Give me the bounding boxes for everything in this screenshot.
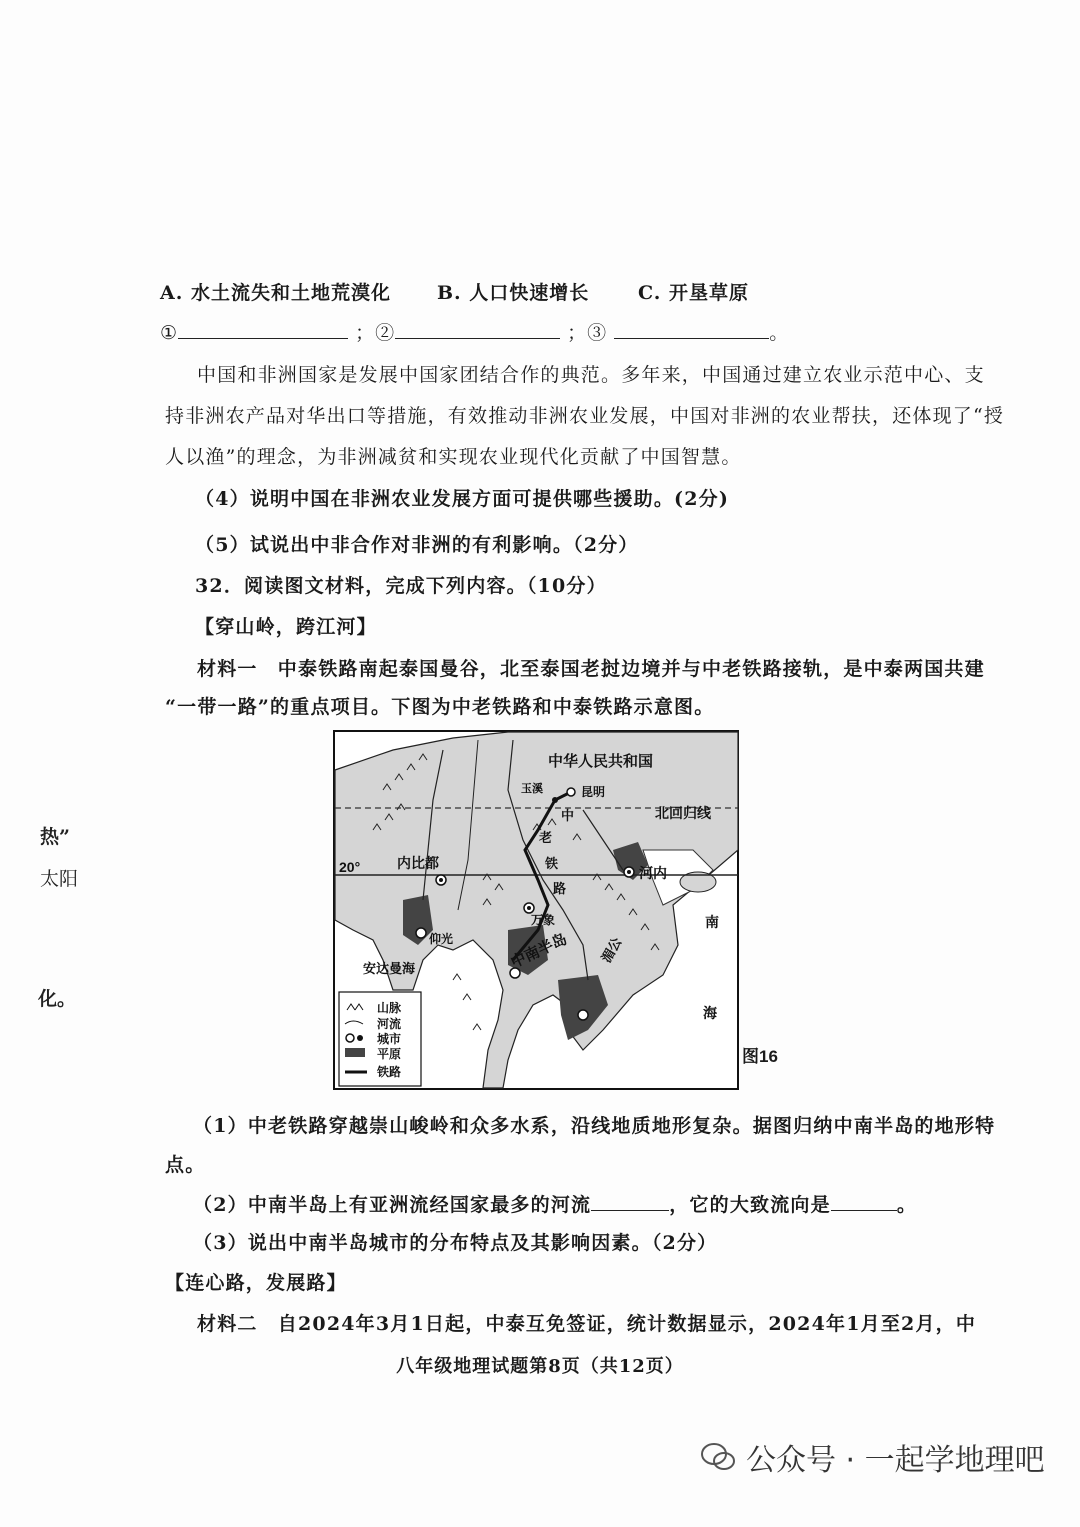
section-heading-2: 【连心路，发展路】 xyxy=(165,1272,347,1294)
subq-2-text-b: ，它的大致流向是 xyxy=(669,1194,831,1216)
label-sea: 海 xyxy=(703,1005,717,1021)
answer-blank-3[interactable] xyxy=(614,320,769,339)
flow-direction-blank[interactable] xyxy=(831,1192,897,1211)
label-hanoi: 河内 xyxy=(639,865,667,881)
city-naypyidaw-dot xyxy=(439,878,443,882)
passage-line-2: 持非洲农产品对华出口等措施，有效推动非洲农业发展，中国对非洲的农业帮扶，还体现了“授 xyxy=(165,405,1005,427)
subq-3: （3）说出中南半岛城市的分布特点及其影响因素。（2分） xyxy=(193,1232,718,1254)
blank-marker-3: ；③ xyxy=(567,322,608,344)
material-2-line: 材料二 自2024年3月1日起，中泰互免签证，统计数据显示，2024年1月至2月，中 xyxy=(197,1313,977,1335)
margin-fragment-2: 太阳 xyxy=(40,868,79,890)
label-andaman: 安达曼海 xyxy=(363,961,416,976)
river-name-blank[interactable] xyxy=(591,1192,669,1211)
city-kunming xyxy=(567,788,575,796)
city-yangon xyxy=(416,928,426,938)
page-footer: 八年级地理试题第8页（共12页） xyxy=(396,1356,684,1377)
blank-marker-1: ① xyxy=(160,322,179,344)
city-hanoi-dot xyxy=(627,870,631,874)
answer-blank-1[interactable] xyxy=(178,320,348,339)
legend-city: 城市 xyxy=(377,1032,402,1046)
figure-label: 图16 xyxy=(742,1047,778,1066)
blank-end: 。 xyxy=(769,322,790,344)
material-1-line-2: “一带一路”的重点项目。下图为中老铁路和中泰铁路示意图。 xyxy=(165,696,715,718)
answer-blanks-row xyxy=(160,318,789,345)
map-legend xyxy=(339,992,421,1086)
question-5: （5）试说出中非合作对非洲的有利影响。（2分） xyxy=(195,534,639,556)
city-yuxi xyxy=(552,797,558,803)
legend-mountain: 山脉 xyxy=(377,1001,402,1015)
passage-line-1: 中国和非洲国家是发展中国家团结合作的典范。多年来，中国通过建立农业示范中心、支 xyxy=(197,364,985,386)
watermark-text: 公众号 · 一起学地理吧 xyxy=(746,1443,1045,1478)
label-lat-20: 20° xyxy=(339,859,361,875)
option-c: C. 开垦草原 xyxy=(638,282,750,304)
city-vientiane-dot xyxy=(527,906,531,910)
section-heading-1: 【穿山岭，跨江河】 xyxy=(195,616,377,638)
label-vientiane: 万象 xyxy=(531,913,556,927)
subq-2-text-a: （2）中南半岛上有亚洲流经国家最多的河流 xyxy=(193,1194,592,1216)
indochina-railway-map xyxy=(333,730,739,1090)
label-yangon: 仰光 xyxy=(429,932,454,946)
subq-2-text-c: 。 xyxy=(896,1194,918,1216)
label-rail-4: 路 xyxy=(553,881,567,896)
margin-fragment-3: 化。 xyxy=(38,988,77,1010)
label-rail-1: 中 xyxy=(561,808,575,823)
label-naypyidaw: 内比都 xyxy=(397,855,439,871)
subq-2 xyxy=(193,1190,917,1217)
label-rail-3: 铁 xyxy=(545,856,559,871)
label-kunming: 昆明 xyxy=(581,785,606,799)
wechat-icon xyxy=(700,1442,736,1472)
label-peninsula: 中南半岛 xyxy=(508,930,570,972)
option-b: B. 人口快速增长 xyxy=(437,282,590,304)
answer-blank-2[interactable] xyxy=(395,320,560,339)
label-tropic: 北回归线 xyxy=(655,805,711,821)
label-china: 中华人民共和国 xyxy=(548,753,654,770)
passage-line-3: 人以渔”的理念，为非洲减贫和实现农业现代化贡献了中国智慧。 xyxy=(165,446,742,468)
watermark xyxy=(700,1435,1045,1479)
label-mekong: 湄公 xyxy=(598,935,625,966)
legend-plain: 平原 xyxy=(377,1047,402,1061)
city-hochiminh xyxy=(578,1010,588,1020)
subq-1-line-1: （1）中老铁路穿越崇山峻岭和众多水系，沿线地质地形复杂。据图归纳中南半岛的地形特 xyxy=(193,1115,996,1137)
label-south: 南 xyxy=(705,914,719,930)
legend-river: 河流 xyxy=(377,1017,402,1031)
option-a: A. 水土流失和土地荒漠化 xyxy=(160,282,391,304)
label-rail-2: 老 xyxy=(539,830,553,845)
question-32: 32．阅读图文材料，完成下列内容。（10分） xyxy=(195,575,607,597)
material-1-line-1: 材料一 中泰铁路南起泰国曼谷，北至泰国老挝边境并与中老铁路接轨，是中泰两国共建 xyxy=(197,658,985,680)
subq-1-line-2: 点。 xyxy=(165,1154,206,1176)
blank-marker-2: ；② xyxy=(355,322,396,344)
margin-fragment-1: 热” xyxy=(40,826,70,848)
question-4: （4）说明中国在非洲农业发展方面可提供哪些援助。(2分) xyxy=(195,488,730,510)
legend-railway: 铁路 xyxy=(377,1065,402,1079)
label-yuxi: 玉溪 xyxy=(521,783,543,795)
